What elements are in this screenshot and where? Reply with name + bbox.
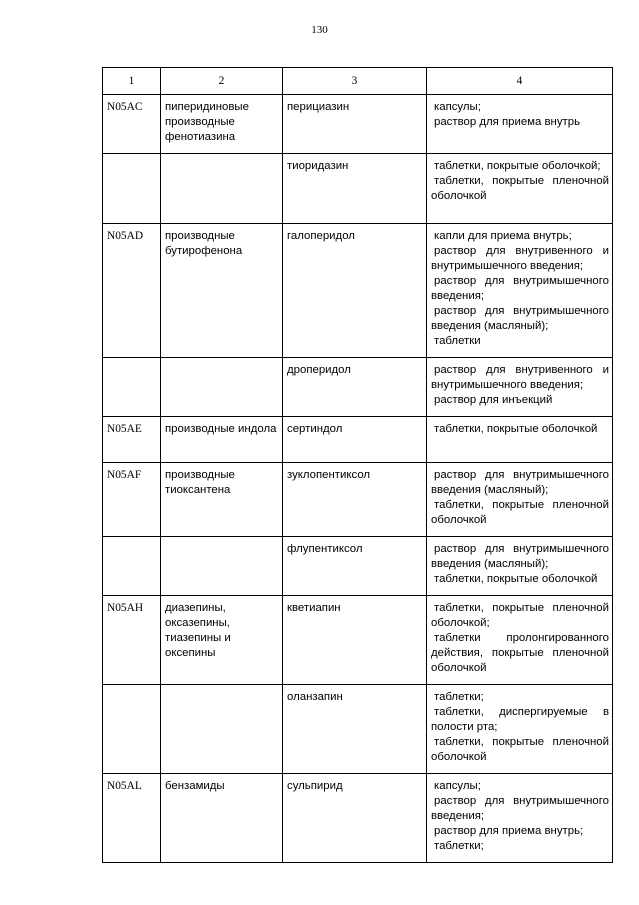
dosage-form-item: раствор для внутримышечного введения (масляный); (431, 543, 609, 570)
dosage-form-item: раствор для внутримышечного введения (масляный); (431, 305, 609, 332)
column-header-4: 4 (427, 68, 613, 95)
dosage-form-item: таблетки (434, 335, 481, 347)
dosage-form-item: раствор для приема внутрь (434, 116, 581, 128)
page-number: 130 (311, 24, 328, 36)
atc-code-cell: N05AD (103, 224, 161, 358)
pharmacological-group-cell (161, 154, 283, 224)
table-row (103, 417, 613, 463)
column-header-1: 1 (103, 68, 161, 95)
pharmacological-group-cell: диазепины, оксазепины, тиазепины и оксепины (161, 596, 283, 685)
dosage-forms-cell (427, 358, 613, 417)
table-row (103, 596, 613, 685)
drug-name-cell: галоперидол (283, 224, 427, 358)
dosage-forms-cell (427, 95, 613, 154)
dosage-forms-cell (427, 774, 613, 863)
dosage-forms-cell (427, 685, 613, 774)
dosage-form-item: раствор для внутримышечного введения; (431, 795, 609, 822)
atc-code-cell: N05AH (103, 596, 161, 685)
pharmacological-group-cell (161, 537, 283, 596)
table-row (103, 463, 613, 537)
pharmacological-group-cell (161, 685, 283, 774)
drug-name-cell: кветиапин (283, 596, 427, 685)
dosage-form-item: раствор для внутривенного и внутримышечного введения; (431, 364, 609, 391)
dosage-form-item: раствор для внутримышечного введения (масляный); (431, 469, 609, 496)
dosage-form-item: таблетки, покрытые пленочной оболочкой; (431, 602, 609, 629)
dosage-form-item: капсулы; (434, 101, 481, 113)
atc-code-cell (103, 154, 161, 224)
table-row (103, 537, 613, 596)
dosage-form-item: таблетки, покрытые оболочкой (434, 423, 598, 435)
dosage-form-item: таблетки, покрытые пленочной оболочкой (431, 499, 609, 526)
dosage-form-item: таблетки, покрытые оболочкой; (434, 160, 601, 172)
drug-name-cell: тиоридазин (283, 154, 427, 224)
drug-name-cell: перициазин (283, 95, 427, 154)
column-header-3: 3 (283, 68, 427, 95)
drug-name-cell: оланзапин (283, 685, 427, 774)
table-row (103, 95, 613, 154)
dosage-form-item: таблетки, покрытые пленочной оболочкой (431, 736, 609, 763)
pharmacological-group-cell: бензамиды (161, 774, 283, 863)
atc-code-cell (103, 685, 161, 774)
pharmacological-group-cell (161, 358, 283, 417)
table-row (103, 358, 613, 417)
table-header-row (103, 68, 613, 95)
atc-code-cell: N05AE (103, 417, 161, 463)
column-header-2: 2 (161, 68, 283, 95)
dosage-forms-cell (427, 463, 613, 537)
table-row (103, 224, 613, 358)
table-row (103, 774, 613, 863)
dosage-form-item: таблетки; (434, 691, 484, 703)
dosage-form-item: капли для приема внутрь; (434, 230, 572, 242)
dosage-form-item: таблетки; (434, 840, 484, 852)
dosage-forms-cell (427, 537, 613, 596)
atc-code-cell: N05AC (103, 95, 161, 154)
dosage-forms-cell (427, 224, 613, 358)
dosage-form-item: таблетки, покрытые оболочкой (434, 573, 598, 585)
dosage-form-item: раствор для внутримышечного введения; (431, 275, 609, 302)
atc-code-cell: N05AL (103, 774, 161, 863)
atc-code-cell: N05AF (103, 463, 161, 537)
dosage-form-item: таблетки, диспергируемые в полости рта; (431, 706, 609, 733)
pharmacological-group-cell: производные индола (161, 417, 283, 463)
dosage-form-item: раствор для инъекций (434, 394, 553, 406)
dosage-forms-cell (427, 596, 613, 685)
pharmacological-group-cell: пиперидиновые производные фенотиазина (161, 95, 283, 154)
drug-name-cell: сульпирид (283, 774, 427, 863)
drug-name-cell: флупентиксол (283, 537, 427, 596)
table-row (103, 154, 613, 224)
dosage-form-item: таблетки пролонгированного действия, покрытые пленочной оболочкой (431, 632, 609, 674)
pharmacological-group-cell: производные тиоксантена (161, 463, 283, 537)
drug-table (102, 67, 613, 863)
dosage-form-item: таблетки, покрытые пленочной оболочкой (431, 175, 609, 202)
drug-name-cell: сертиндол (283, 417, 427, 463)
table-row (103, 685, 613, 774)
drug-name-cell: дроперидол (283, 358, 427, 417)
atc-code-cell (103, 537, 161, 596)
drug-name-cell: зуклопентиксол (283, 463, 427, 537)
atc-code-cell (103, 358, 161, 417)
dosage-form-item: капсулы; (434, 780, 481, 792)
dosage-form-item: раствор для внутривенного и внутримышечного введения; (431, 245, 609, 272)
dosage-forms-cell (427, 154, 613, 224)
dosage-form-item: раствор для приема внутрь; (434, 825, 584, 837)
dosage-forms-cell (427, 417, 613, 463)
pharmacological-group-cell: производные бутирофенона (161, 224, 283, 358)
